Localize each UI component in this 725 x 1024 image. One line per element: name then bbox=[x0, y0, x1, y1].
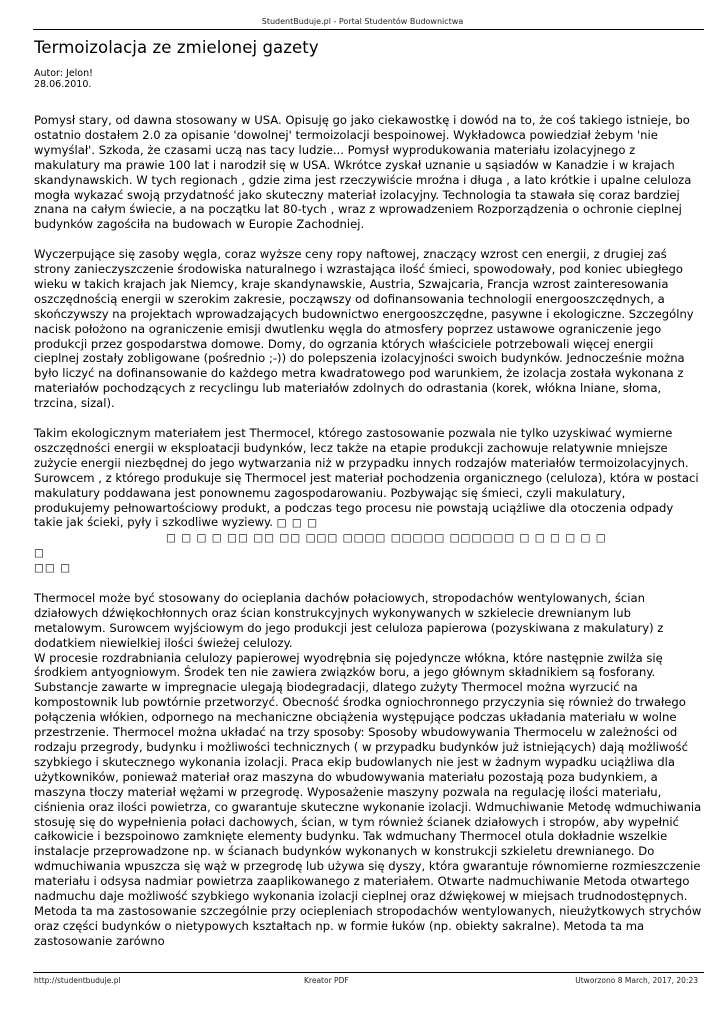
page-header: StudentBuduje.pl - Portal Studentów Budownictwa bbox=[261, 17, 464, 26]
footer-generator: Kreator PDF bbox=[304, 976, 349, 985]
footer-url: http://studentbuduje.pl bbox=[34, 976, 121, 985]
missing-glyphs-c: □ bbox=[34, 547, 45, 560]
page-title: Termoizolacja ze zmielonej gazety bbox=[34, 38, 319, 57]
missing-glyphs-a: □ □ □ bbox=[276, 517, 319, 530]
footer-created: Utworzono 8 March, 2017, 20:23 bbox=[575, 976, 698, 985]
paragraph-2: Wyczerpujące się zasoby węgla, coraz wyższe ceny ropy naftowej, znaczący wzrost cen energii, z drugiej zaś strony zanieczyszczenie środowiska naturalnego i wzrastająca ilość śmieci, spowodowały, pod koniec ubiegłego wieku w takich krajach jak Niemcy, kraje skandynawskie, Austria, Szwajcaria, Francja wzrost zainteresowania oszczędnością energii w szerokim zakresie, począwszy od dofinansowania technologii energooszczędnych, a skończywszy na projektach wprowadzających budownictwo energooszczędne, pasywne i ekologiczne. Szczególny nacisk położono na ograniczenie emisji dwutlenku węgla do atmosfery poprzez ustawowe ograniczenie jego produkcji przez gospodarstwa domowe. Domy, do ogrzania których właściciele potrzebowali więcej energii cieplnej zostały zobligowane (pośrednio ;-)) do polepszenia izolacyjności swoich budynków. Jednocześnie można było liczyć na dofinansowanie do każdego metra kwadratowego pod warunkiem, że izolacja została wykonana z materiałów pochodzących z recyclingu lub materiałów zdolnych do odrastania (korek, włókna lniane, słoma, trzcina, sizal). bbox=[34, 247, 694, 411]
footer-rule bbox=[33, 972, 704, 973]
paragraph-4: Thermocel może być stosowany do ocieplania dachów połaciowych, stropodachów wentylowanych, ścian działowych dźwiękochłonnych oraz ścian konstrukcyjnych wykonywanych w szkielecie drewnianym lub metalowym. Surowcem wyjściowym do jego produkcji jest celuloza papierowa (pozyskiwana z makulatury) z dodatkiem niewielkiej ilości świeżej celulozy. bbox=[34, 590, 664, 650]
publish-date: 28.06.2010. bbox=[34, 79, 92, 90]
header-rule bbox=[33, 29, 704, 30]
paragraph-1: Pomysł stary, od dawna stosowany w USA. Opisuję go jako ciekawostkę i dowód na to, że coś takiego istnieje, bo ostatnio dostałem 2.0 za opisanie 'dowolnej' termoizolacji bespoinowej. Wykładowca powiedział żebym 'nie wymyślał'. Szkoda, że czasami uczą nas tacy ludzie... Pomysł wyprodukowania materiału izolacyjnego z makulatury ma prawie 100 lat i narodził się w USA. Wkrótce zyskał uznanie u sąsiadów w Kanadzie i w krajach skandynawskich. W tych regionach , gdzie zima jest rzeczywiście mroźna i długa , a lato krótkie i upalne celuloza mogła wykazać swoją przydatność jako skuteczny materiał izolacyjny. Technologia ta stawała się coraz bardziej znana na całym świecie, a na początku lat 80-tych , wraz z wprowadzeniem Rozporządzenia o ochronie cieplnej budynków zagościła na budowach w Europie Zachodniej. bbox=[34, 113, 692, 232]
paragraph-3-text: Takim ekologicznym materiałem jest Thermocel, którego zastosowanie pozwala nie tylko uzyskiwać wymierne oszczędności energii w eksploatacji budynków, lecz także na etapie produkcji zachowuje relatywnie mniejsze zużycie energii niezbędnej do jego wytwarzania niż w przypadku innych rodzajów materiałów termoizolacyjnych. Surowcem , z którego produkuje się Thermocel jest materiał pochodzenia organicznego (celuloza), która w postaci makulatury poddawana jest ponownemu zagospodarowaniu. Pozbywając się śmieci, czyli makulatury, produkujemy pełnowartościowy produkt, a podczas tego procesu nie powstają uciążliwe dla otoczenia odpady takie jak ścieki, pyły i szkodliwe wyziewy. bbox=[34, 426, 699, 530]
missing-glyphs-d: □□ □ bbox=[34, 562, 72, 575]
article-body bbox=[34, 113, 702, 949]
author-line: Autor: Jelon! bbox=[34, 68, 93, 79]
article-meta bbox=[34, 68, 93, 90]
paragraph-3 bbox=[34, 426, 702, 576]
paragraph-5: W procesie rozdrabniania celulozy papierowej wyodrębnia się pojedyncze włókna, które następnie zwilża się środkiem antyogniowym. Środek ten nie zawiera związków boru, a jego głównym składnikiem są fosforany. Substancje zawarte w impregnacie ulegają biodegradacji, dlatego zużyty Thermocel można wyrzucić na kompostownik lub powtórnie przetworzyć. Obecność środka ogniochronnego przyczynia się również do trwałego połączenia włókien, odpornego na mechaniczne obciążenia występujące podczas układania materiału w wolne przestrzenie. Thermocel można układać na trzy sposoby: Sposoby wbudowywania Thermocelu w zależności od rodzaju przegrody, budynku i możliwości technicznych ( w przypadku budynków już istniejących) dają możliwość szybkiego i skutecznego wykonania izolacji. Praca ekip budowlanych nie jest w żadnym wypadku uciążliwa dla użytkowników, ponieważ materiał oraz maszyna do wbudowywania materiału pozostają poza budynkiem, a maszyna tłoczy materiał wężami w przegrodę. Wyposażenie maszyny pozwala na regulację ilości materiału, ciśnienia oraz ilości powietrza, co gwarantuje skuteczne wykonanie izolacji. Wdmuchiwanie Metodę wdmuchiwania stosuję się do wypełnienia połaci dachowych, ścian, w tym również ścianek działowych i stropów, aby wypełnić całkowicie i bezspoinowo zamknięte elementy budynku. Tak wdmuchany Thermocel otula dokładnie wszelkie instalacje przeprowadzone np. w ścianach budynków wykonanych w konstrukcji szkieletu drewnianego. Do wdmuchiwania wpuszcza się wąż w przegrodę lub używa się dyszy, która gwarantuje równomierne rozmieszczenie materiału i odsysa nadmiar powietrza zaaplikowanego z materiałem. Otwarte nadmuchiwanie Metoda otwartego nadmuchu daje możliwość szybkiego wykonania izolacji cieplnej oraz dźwiękowej w miejsach trudnodostępnych. Metoda ta ma zastosowanie szczególnie przy ociepleniach stropodachów wentylowanych, nieużytkowych strychów oraz części budynków o nietypowych kształtach np. w formie łuków (np. obiekty sakralne). Metoda ta ma zastosowanie zarówno bbox=[34, 650, 702, 948]
missing-glyphs-b: □ □ □ □ □□ □□ □□ □□□ □□□□ □□□□□ □□□□□□ □ □ □ □ □ □ bbox=[166, 532, 607, 545]
